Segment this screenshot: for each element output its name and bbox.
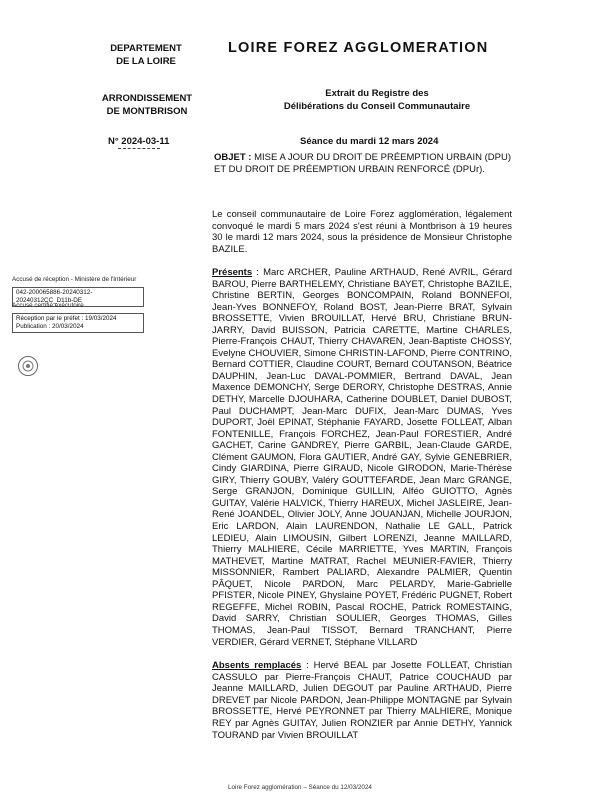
absents-paragraph <box>212 660 512 741</box>
stamp-dates-box <box>12 313 144 333</box>
stamp-id: 042-200065886-20240312-20240312CC_D11b-DE <box>12 287 144 307</box>
stamp-executoire: Accusé certifié exécutoire <box>12 302 84 309</box>
absents-label: Absents remplacés <box>212 660 302 671</box>
presents-label: Présents <box>212 267 253 278</box>
department-label: DEPARTEMENT DE LA LOIRE <box>110 43 182 67</box>
absents-list: : Hervé BEAL par Josette FOLLEAT, Christian CASSULO par Pierre-François CHAUT, Patrice COUCHAUD par Jeanne MAILLARD, Julien DEGOUT par Pauline ARTHAUD, Pierre DREVET par Nicole PARDON, Jean-Philippe MONTAGNE par Sylvain BROSSETTE, Hervé PEYRONNET par Thierry MALHIERE, Monique REY par Agnès GUITAY, Julien RONZIER par Annie DETHY, Yannick TOURAND par Vivien BROUILLAT <box>212 660 513 741</box>
page-footer: Loire Forez agglomération – Séance du 12/03/2024 <box>228 784 372 791</box>
stamp-publication: Publication : 20/03/2024 <box>16 323 84 330</box>
arrondissement-label: ARRONDISSEMENT DE MONTBRISON <box>101 93 193 117</box>
stamp-ack-line: Accusé de réception - Ministère de l'Intérieur <box>12 276 137 283</box>
page-title: LOIRE FOREZ AGGLOMERATION <box>228 40 489 56</box>
extrait-heading: Extrait du Registre des Délibérations du Conseil Communautaire <box>283 88 471 112</box>
deliberation-number: N° 2024-03-11 <box>108 136 170 147</box>
presents-paragraph <box>212 267 512 648</box>
number-underline <box>118 148 160 149</box>
presents-list: : Marc ARCHER, Pauline ARTHAUD, René AVRIL, Gérard BAROU, Pierre BARTHELEMY, Christiane BAYET, Christophe BAZILE, Christine BERTIN, Georges BONCOMPAIN, Roland BONNEFOI, Jean-Yves BONNEFOY, Roland BOST, Jean-Pierre BRAT, Sylvain BROSSETTE, Vivien BROUILLAT, Hervé BRU, Christiane BRUN-JARRY, David BUISSON, Patricia CARETTE, Martine CHARLES, Pierre-François CHAUT, Thierry CHAVAREN, Jean-Baptiste CHOSSY, Evelyne CHOUVIER, Simone CHRISTIN-LAFOND, Pierre CONTRINO, Bernard COTTIER, Claudine COURT, Bernard COUTANSON, Béatrice DAUPHIN, Jean-Luc DAVAL-POMMIER, Bertrand DAVAL, Jean Maxence DEMONCHY, Serge DERORY, Christophe DESTRAS, Annie DETHY, Marcelle DJOUHARA, Catherine DOUBLET, Daniel DUBOST, Paul DUCHAMPT, Jean-Marc DUFIX, Jean-Marc DUMAS, Yves DUPORT, Joël EPINAT, Stéphanie FAYARD, Josette FOLLEAT, Alban FONTENILLE, François FORCHEZ, Jean-Paul FORESTIER, André GACHET, Carine GANDREY, Pierre GARBIL, Jean-Claude GARDE, Clément GAUMON, Flora GAUTIER, André GAY, Sylvie GENEBRIER, Cindy GIARDINA, Pierre GIRAUD, Nicole GIRODON, Marie-Thérèse GIRY, Thierry GOUBY, Valéry GOUTTEFARDE, Jean Marc GRANGE, Serge GRANJON, Dominique GUILLIN, Alféo GUIOTTO, Agnès GUITAY, Valérie HALVICK, Thierry HAREUX, Michel JASLEIRE, Jean-René JOANDEL, Olivier JOLY, Anne JOUANJAN, Michelle JOURJON, Eric LARDON, Alain LAURENDON, Nathalie LE GALL, Patrick LEDIEU, Alain LIMOUSIN, Gilbert LORENZI, Jeanne MAILLARD, Thierry MALHIERE, Cécile MARRIETTE, Yves MARTIN, François MATHEVET, Martine MATRAT, Rachel MEUNIER-FAVIER, Thierry MISSONNIER, Rambert PALIARD, Alexandre PALMIER, Quentin PÂQUET, Nicole PARDON, Marc PELARDY, Marie-Gabrielle PFISTER, Nicole PINEY, Ghyslaine POYET, Frédéric PUGNET, Robert REGEFFE, Michel ROBIN, Pascal ROCHE, Patrick ROMESTAING, David SARRY, Christian SOULIER, Georges THOMAS, Gilles THOMAS, Jean-Paul TISSOT, Bernard TRANCHANT, Pierre VERDIER, Gérard VERNET, Stéphane VILLARD <box>212 267 512 648</box>
seal-icon <box>18 356 38 376</box>
stamp-reception: Réception par le préfet : 19/03/2024 <box>16 315 117 322</box>
seance-date: Séance du mardi 12 mars 2024 <box>300 136 439 147</box>
objet-label: OBJET : <box>214 152 252 163</box>
objet-text: MISE A JOUR DU DROIT DE PRÉEMPTION URBAIN (DPU) ET DU DROIT DE PRÉEMPTION URBAIN RENFORCÉ (DPUr). <box>214 152 512 175</box>
intro-paragraph: Le conseil communautaire de Loire Forez agglomération, légalement convoqué le mardi 5 mars 2024 s'est réuni à Montbrison à 19 heures 30 le mardi 12 mars 2024, sous la présidence de Monsieur Christophe BAZILE. <box>212 209 512 255</box>
objet <box>214 152 514 176</box>
